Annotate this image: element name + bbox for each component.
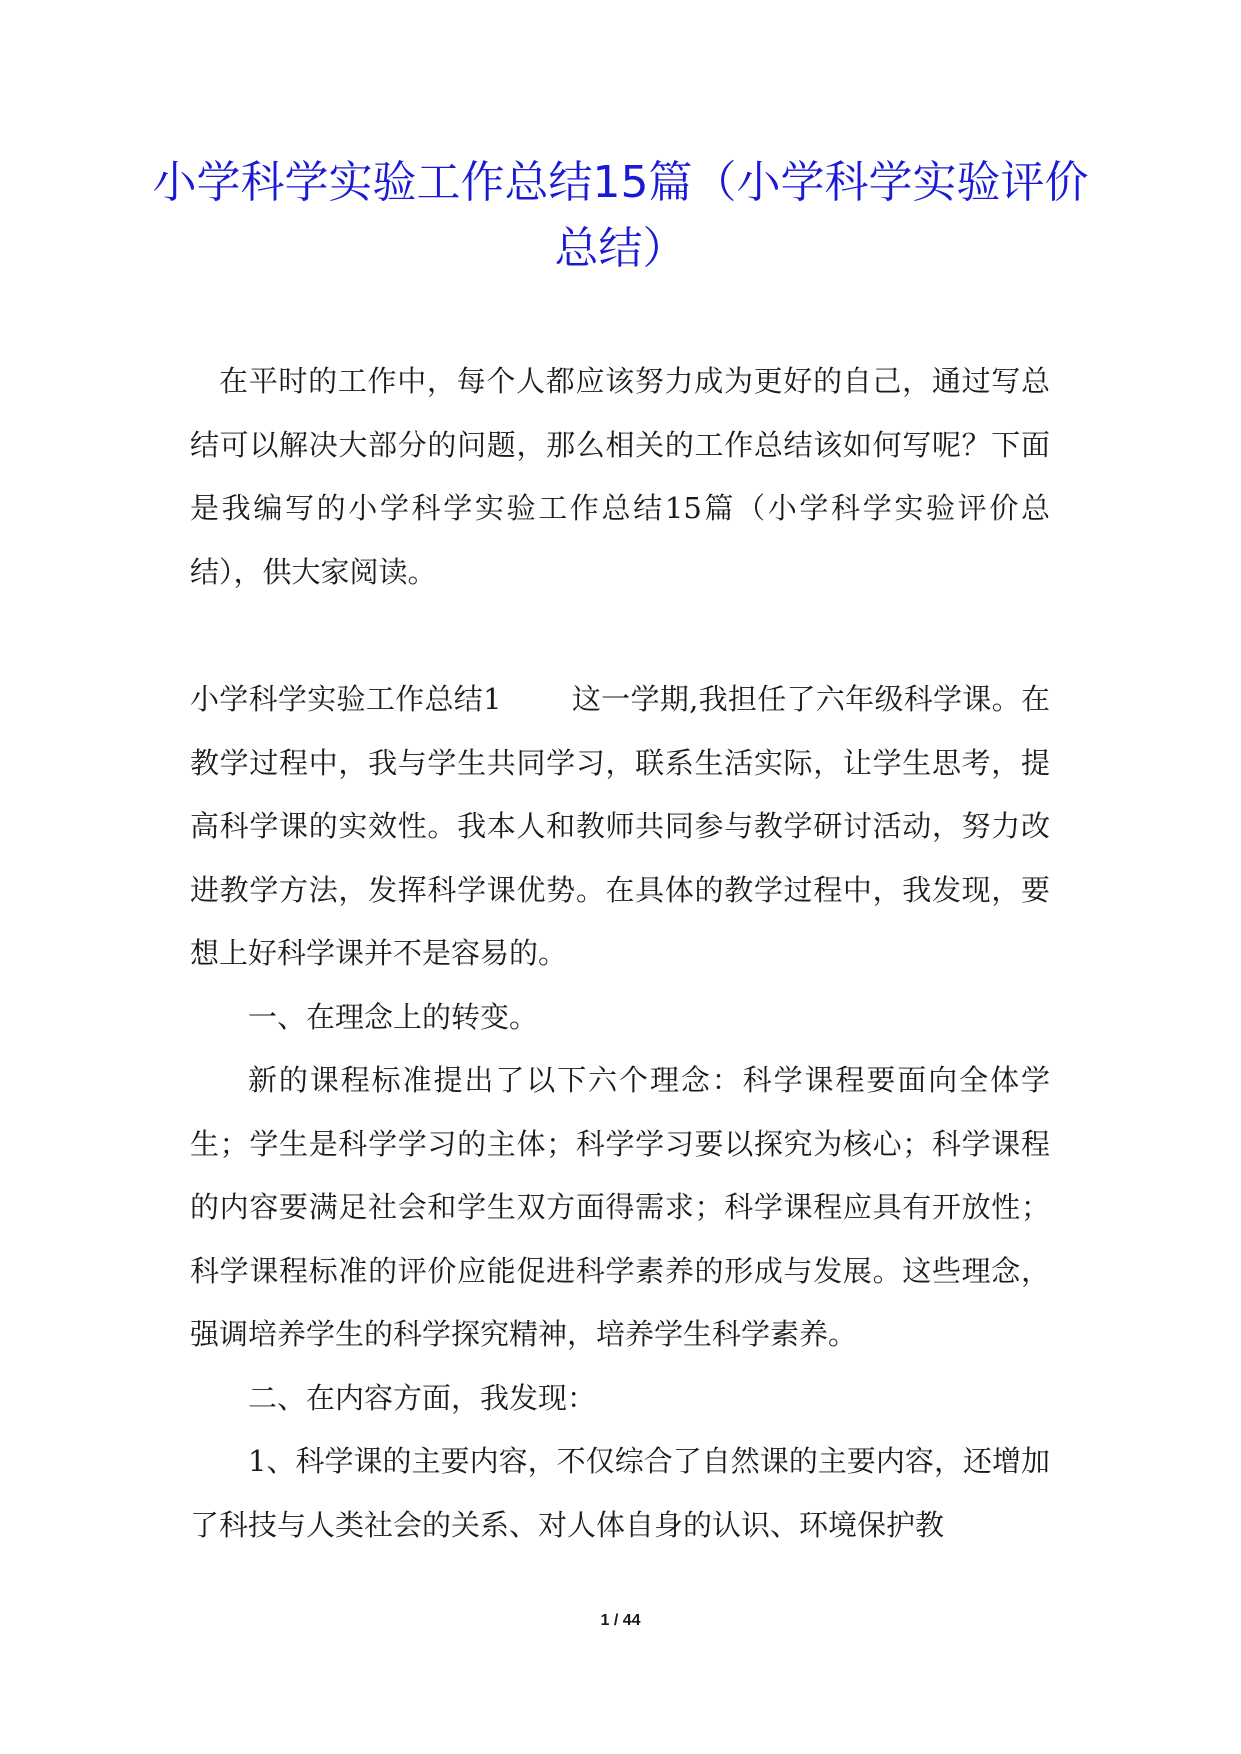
document-body xyxy=(190,350,1050,1557)
section-title: 小学科学实验工作总结1 xyxy=(190,682,502,716)
document-title: 小学科学实验工作总结15篇（小学科学实验评价总结） xyxy=(152,157,1089,274)
heading-2: 二、在内容方面，我发现： xyxy=(248,1380,597,1415)
paragraph-gap xyxy=(190,604,1050,668)
section-first-text: 这一学期,我担任了六年级科学课。在教学过程中，我与学生共同学习，联系生活实际，让学生思考，提高科学课的实效性。我本人和教师共同参与教学研讨活动，努力改进教学方法，发挥科学课优势。在具体的教学过程中，我发现，要想上好科学课并不是容易的。 xyxy=(190,682,1050,970)
paragraph-2: 新的课程标准提出了以下六个理念：科学课程要面向全体学生；学生是科学学习的主体；科学学习要以探究为核心；科学课程的内容要满足社会和学生双方面得需求；科学课程应具有开放性；科学课程标准的评价应能促进科学素养的形成与发展。这些理念，强调培养学生的科学探究精神，培养学生科学素养。 xyxy=(190,1063,1050,1351)
heading-1: 一、在理念上的转变。 xyxy=(248,999,539,1034)
page-number: 1 / 44 xyxy=(600,1612,641,1629)
intro-paragraph: 在平时的工作中，每个人都应该努力成为更好的自己，通过写总结可以解决大部分的问题，那么相关的工作总结该如何写呢？下面是我编写的小学科学实验工作总结15篇（小学科学实验评价总结），供大家阅读。 xyxy=(190,364,1050,589)
paragraph-3: 1、科学课的主要内容，不仅综合了自然课的主要内容，还增加了科技与人类社会的关系、对人体自身的认识、环境保护教 xyxy=(190,1444,1050,1542)
section-paragraph xyxy=(190,668,1050,986)
